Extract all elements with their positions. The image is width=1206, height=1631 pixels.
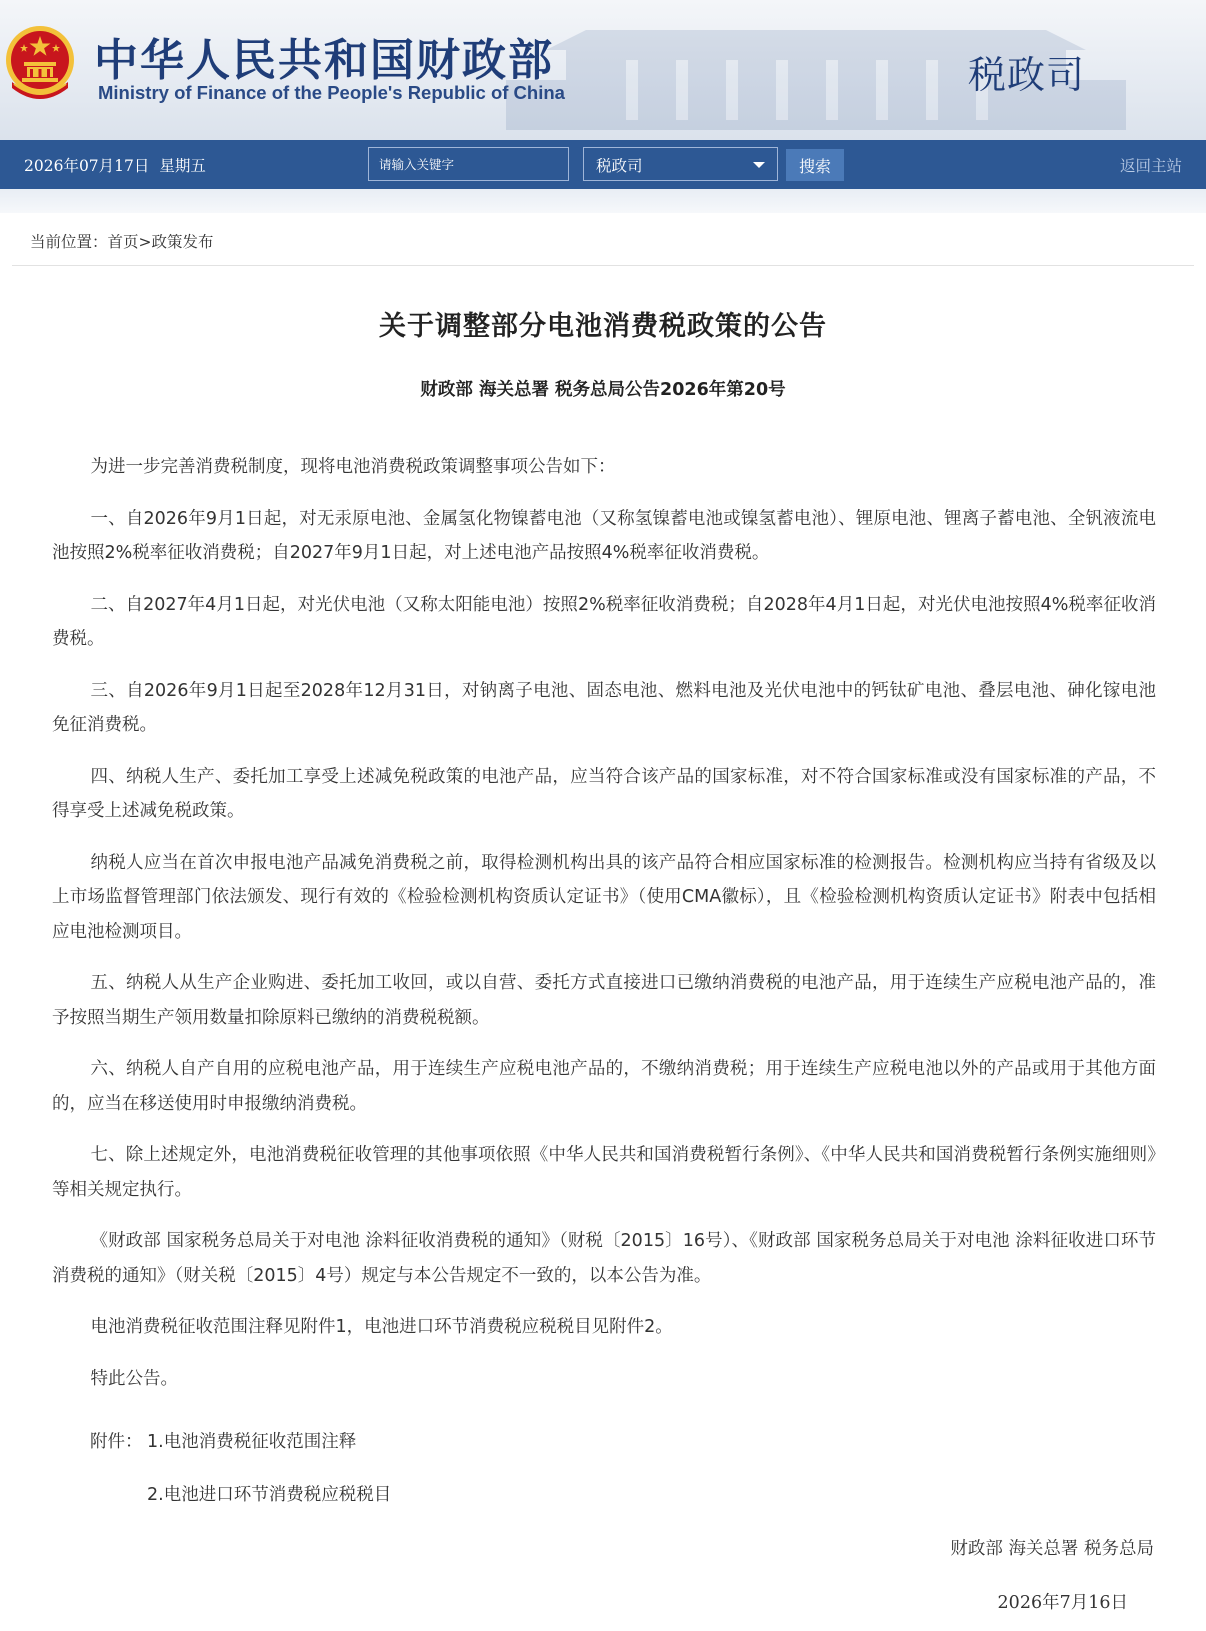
site-title: 中华人民共和国财政部 bbox=[94, 35, 554, 86]
article-paragraph: 《财政部 国家税务总局关于对电池 涂料征收消费税的通知》（财税〔2015〕16号）、《财政部 国家税务总局关于对电池 涂料征收进口环节消费税的通知》（财关税〔2015〕4号）规定与本公告规定不一致的，以本公告为准。 bbox=[52, 1231, 1156, 1286]
header-divider-band bbox=[0, 189, 1206, 213]
article-paragraph: 一、自2026年9月1日起，对无汞原电池、金属氢化物镍蓄电池（又称氢镍蓄电池或镍氢蓄电池）、锂原电池、锂离子蓄电池、全钒液流电池按照2%税率征收消费税；自2027年9月1日起，对上述电池产品按照4%税率征收消费税。 bbox=[52, 508, 1156, 563]
nav-bar bbox=[0, 140, 1206, 189]
attachments-label: 附件： bbox=[90, 1432, 143, 1452]
date-text: 2026年07月17日 bbox=[24, 157, 150, 175]
article-paragraph: 特此公告。 bbox=[90, 1368, 178, 1389]
breadcrumb-separator: > bbox=[138, 233, 152, 251]
article-paragraph: 纳税人应当在首次申报电池产品减免消费税之前，取得检测机构出具的该产品符合相应国家标准的检测报告。检测机构应当持有省级及以上市场监督管理部门依法颁发、现行有效的《检验检测机构资质认定证书》（使用CMA徽标），且《检验检测机构资质认定证书》附表中包括相应电池检测项目。 bbox=[52, 852, 1156, 942]
article-paragraph: 二、自2027年4月1日起，对光伏电池（又称太阳能电池）按照2%税率征收消费税；自2028年4月1日起，对光伏电池按照4%税率征收消费税。 bbox=[52, 594, 1156, 649]
breadcrumb-divider bbox=[12, 265, 1194, 266]
article-paragraph: 电池消费税征收范围注释见附件1，电池进口环节消费税应税税目见附件2。 bbox=[90, 1317, 673, 1337]
attachment-link-2[interactable]: 2.电池进口环节消费税应税税目 bbox=[147, 1485, 392, 1505]
breadcrumb-home-link[interactable]: 首页 bbox=[107, 233, 139, 251]
article-paragraph: 六、纳税人自产自用的应税电池产品，用于连续生产应税电池产品的，不缴纳消费税；用于连续生产应税电池以外的产品或用于其他方面的，应当在移送使用时申报缴纳消费税。 bbox=[52, 1059, 1156, 1114]
chevron-down-icon bbox=[753, 162, 765, 168]
article-paragraph: 三、自2026年9月1日起至2028年12月31日，对钠离子电池、固态电池、燃料电池及光伏电池中的钙钛矿电池、叠层电池、砷化镓电池免征消费税。 bbox=[52, 680, 1156, 735]
return-home-link[interactable]: 返回主站 bbox=[1119, 157, 1182, 175]
department-name: 税政司 bbox=[968, 53, 1086, 97]
weekday-text: 星期五 bbox=[159, 157, 206, 175]
breadcrumb bbox=[30, 230, 214, 252]
article-paragraph: 五、纳税人从生产企业购进、委托加工收回，或以自营、委托方式直接进口已缴纳消费税的电池产品，用于连续生产应税电池产品的，准予按照当期生产领用数量扣除原料已缴纳的消费税税额。 bbox=[52, 973, 1156, 1028]
attachment-link-1[interactable]: 1.电池消费税征收范围注释 bbox=[147, 1432, 357, 1452]
search-button[interactable]: 搜索 bbox=[786, 149, 844, 181]
search-scope-select[interactable] bbox=[583, 147, 778, 181]
article-title: 关于调整部分电池消费税政策的公告 bbox=[379, 311, 827, 342]
article-body bbox=[52, 450, 1156, 1413]
breadcrumb-prefix: 当前位置： bbox=[30, 233, 108, 251]
site-title-english: Ministry of Finance of the People's Republic of China bbox=[98, 82, 565, 103]
article-signature: 财政部 海关总署 税务总局 bbox=[950, 1539, 1154, 1559]
search-input[interactable] bbox=[368, 147, 569, 181]
article-paragraph: 四、纳税人生产、委托加工享受上述减免税政策的电池产品，应当符合该产品的国家标准，对不符合国家标准或没有国家标准的产品，不得享受上述减免税政策。 bbox=[52, 766, 1156, 821]
article-paragraph: 为进一步完善消费税制度，现将电池消费税政策调整事项公告如下： bbox=[90, 457, 616, 477]
article-document-number: 财政部 海关总署 税务总局公告2026年第20号 bbox=[420, 380, 786, 400]
national-emblem-icon bbox=[4, 22, 76, 104]
article-date: 2026年7月16日 bbox=[997, 1593, 1128, 1613]
article-paragraph: 七、除上述规定外，电池消费税征收管理的其他事项依照《中华人民共和国消费税暂行条例》、《中华人民共和国消费税暂行条例实施细则》等相关规定执行。 bbox=[52, 1145, 1156, 1200]
scope-selected-value: 税政司 bbox=[596, 157, 643, 175]
header-banner bbox=[0, 0, 1206, 140]
current-date bbox=[24, 154, 216, 176]
breadcrumb-current-link[interactable]: 政策发布 bbox=[151, 233, 214, 251]
